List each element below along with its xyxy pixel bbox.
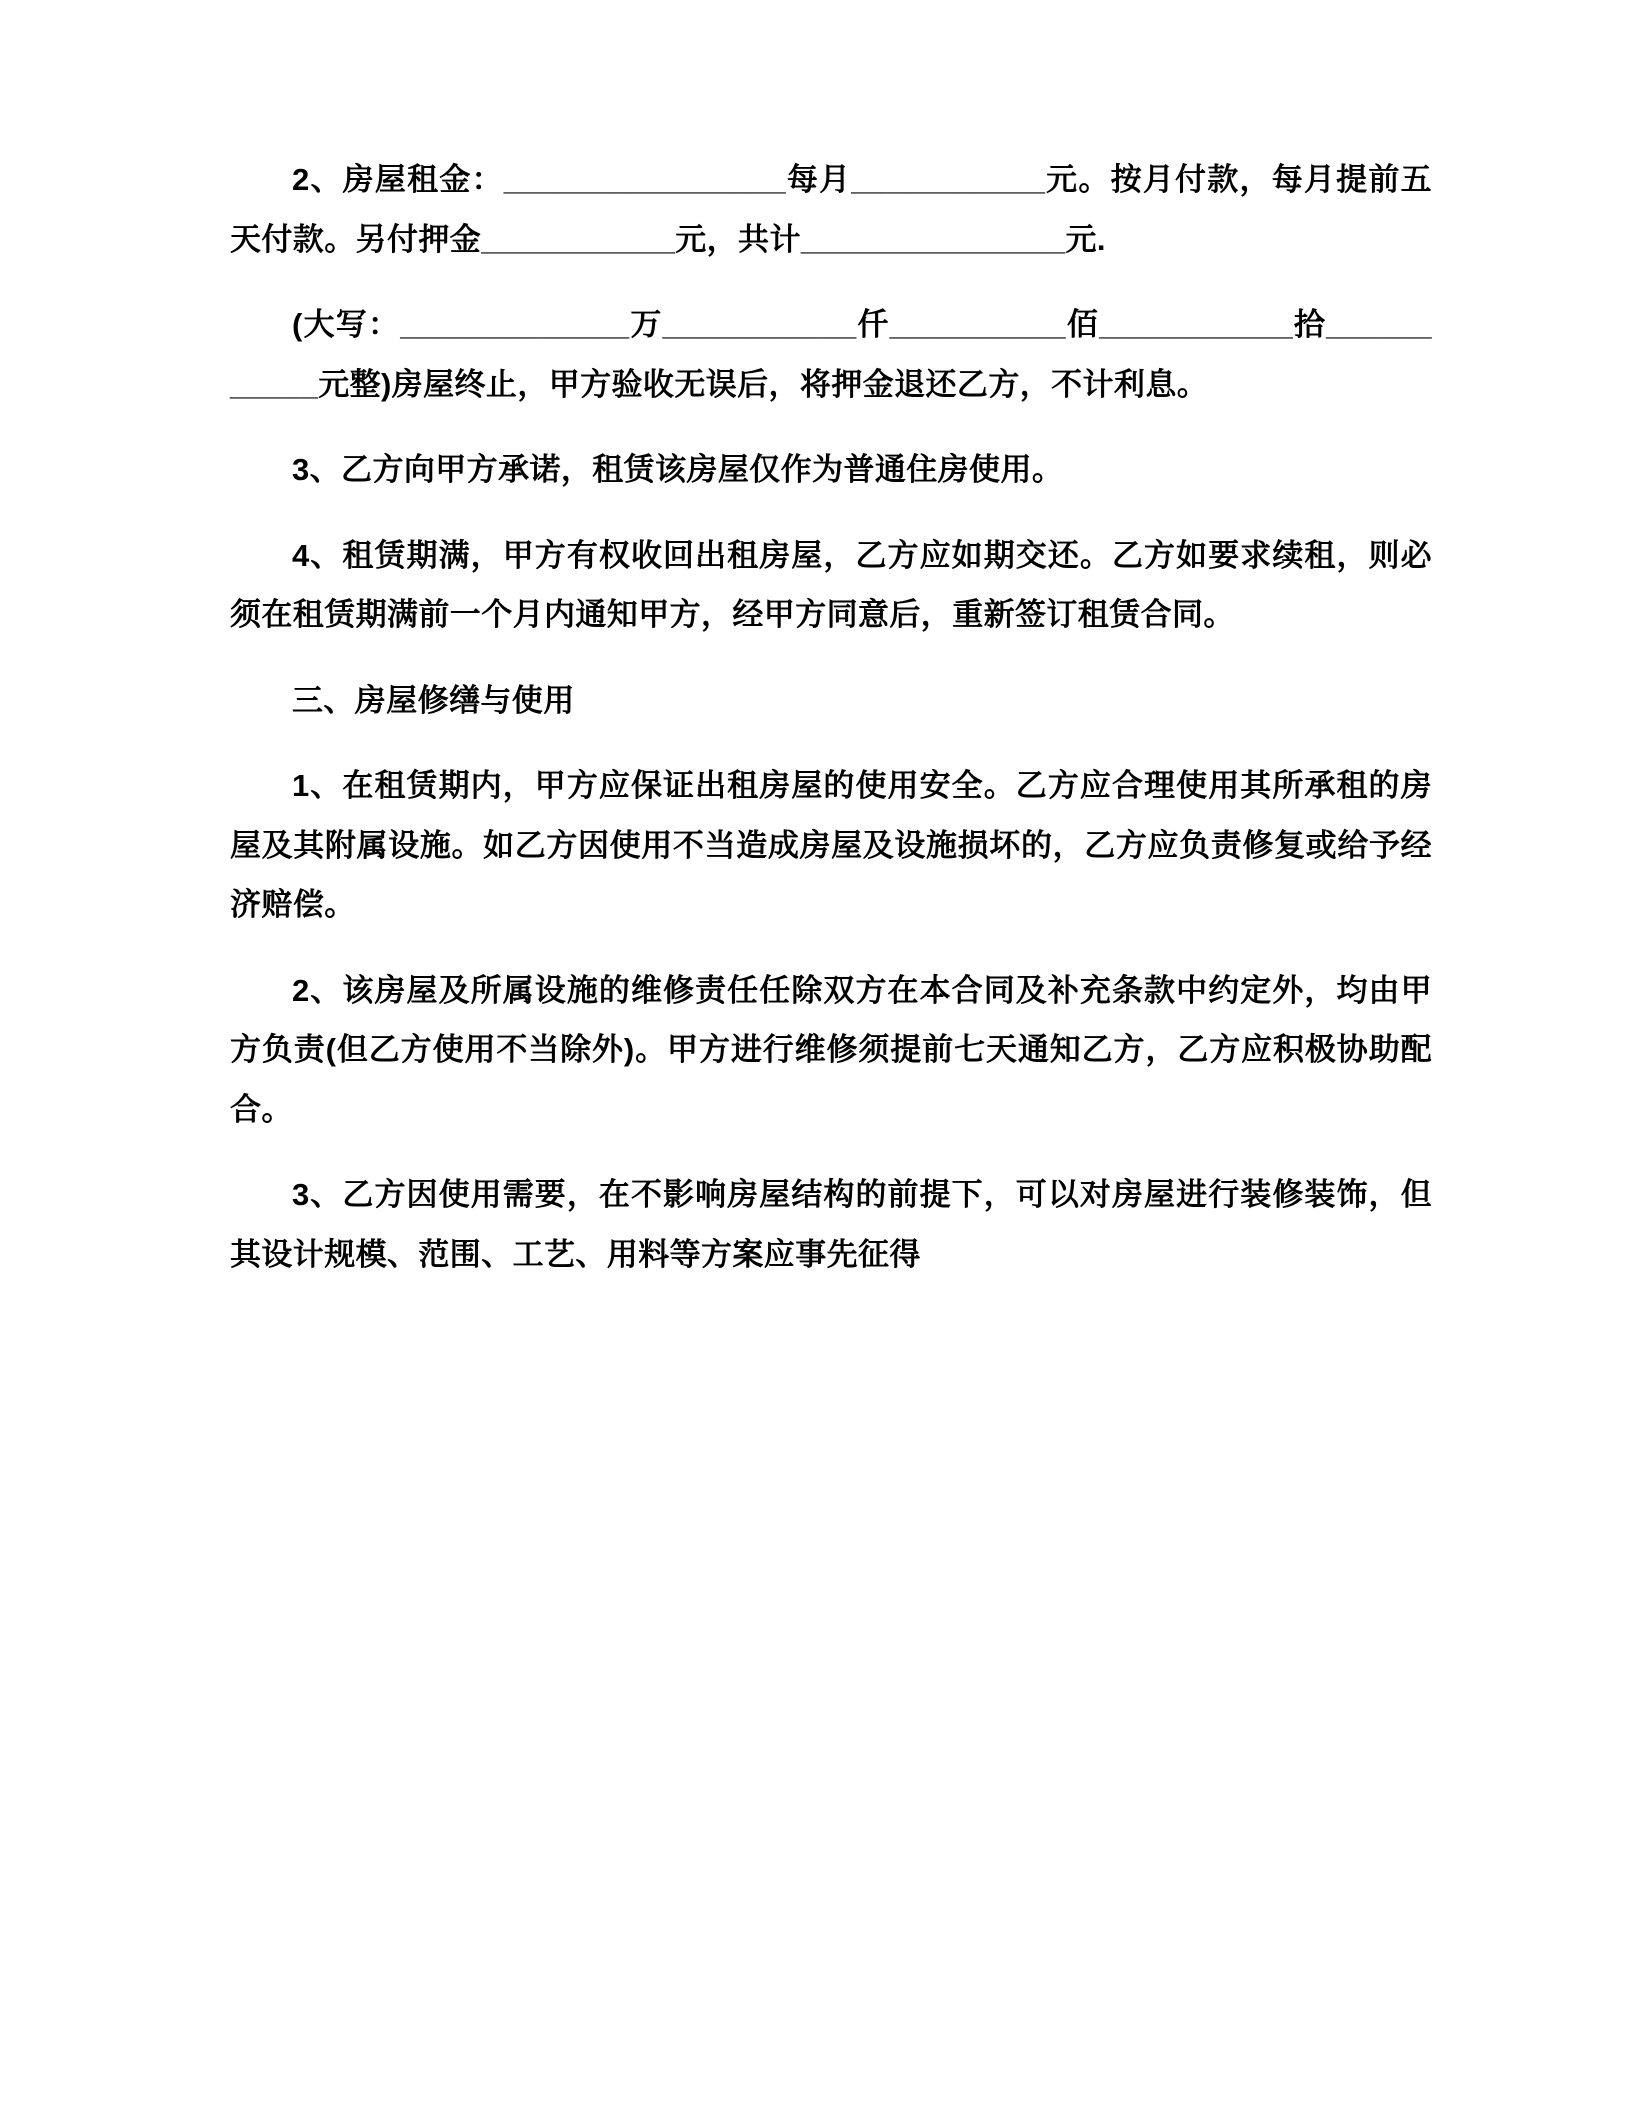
section-heading-housing-repair: 三、房屋修缮与使用: [292, 682, 575, 718]
paragraph-clause-3-usage-promise: 3、乙方向甲方承诺，租赁该房屋仅作为普通住房使用。: [292, 452, 1064, 488]
document-body: [230, 150, 1432, 1284]
paragraph-clause-4-lease-expiry: 4、租赁期满，甲方有权收回出租房屋，乙方应如期交还。乙方如要求续租，则必须在租赁期满前一个月内通知甲方，经甲方同意后，重新签订租赁合同。: [230, 537, 1432, 633]
paragraph-clause-2-rent: 2、房屋租金：________________每月___________元。按月付款，每月提前五天付款。另付押金___________元，共计_______________元.: [230, 162, 1432, 257]
paragraph-section3-clause-3: 3、乙方因使用需要，在不影响房屋结构的前提下，可以对房屋进行装修装饰，但其设计规模、范围、工艺、用料等方案应事先征得: [230, 1177, 1432, 1272]
paragraph-section3-clause-2: 2、该房屋及所属设施的维修责任任除双方在本合同及补充条款中约定外，均由甲方负责(但乙方使用不当除外)。甲方进行维修须提前七天通知乙方，乙方应积极协助配合。: [230, 972, 1432, 1127]
paragraph-clause-2-uppercase-amount: (大写：_____________万___________仟__________佰___________拾___________元整)房屋终止，甲方验收无误后，将押金退还乙方，不计利息。: [230, 307, 1432, 402]
paragraph-section3-clause-1: 1、在租赁期内，甲方应保证出租房屋的使用安全。乙方应合理使用其所承租的房屋及其附属设施。如乙方因使用不当造成房屋及设施损坏的，乙方应负责修复或给予经济赔偿。: [230, 768, 1432, 923]
